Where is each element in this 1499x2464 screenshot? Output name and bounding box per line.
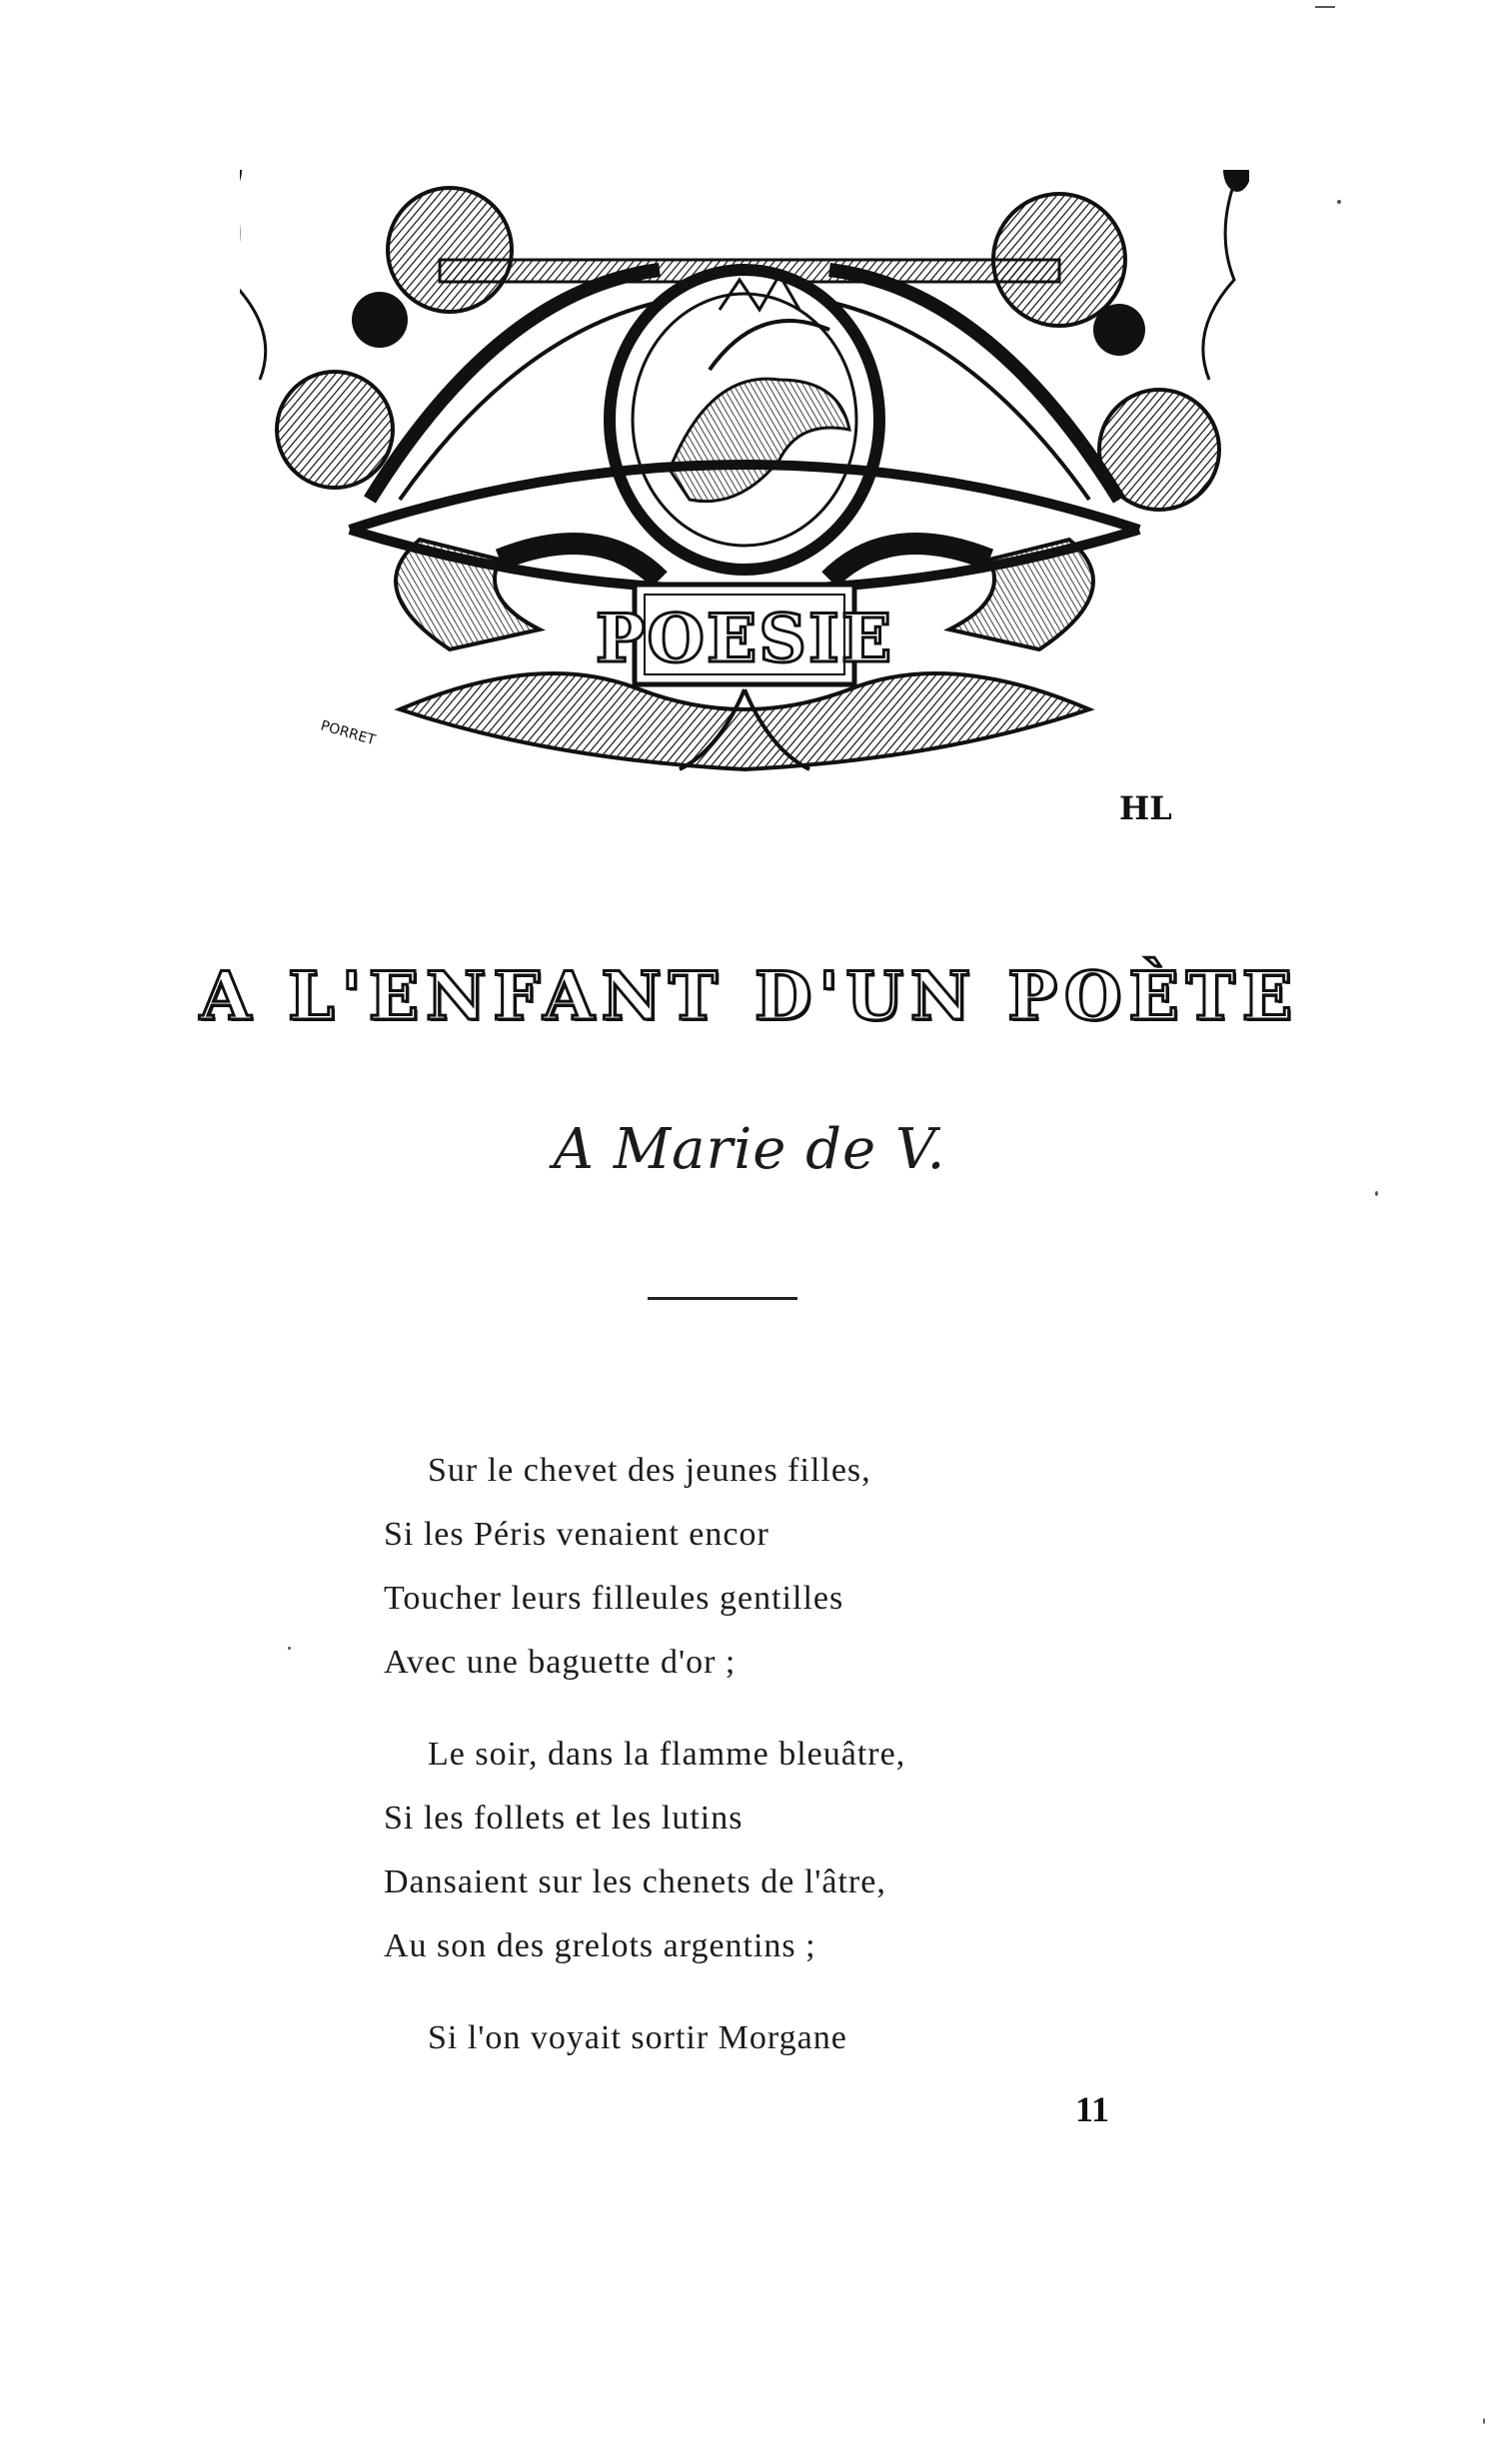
ink-speck <box>1483 2418 1485 2424</box>
poem-title <box>0 957 1499 1035</box>
verse-line: Au son des grelots argentins ; <box>384 1927 816 1964</box>
vignette-banner-text: POESIE <box>595 600 894 677</box>
poem-title-text: A L'ENFANT D'UN POÈTE <box>199 957 1300 1035</box>
poesie-vignette-illustration <box>240 170 1249 849</box>
ink-speck <box>1375 1191 1378 1196</box>
ink-speck <box>1337 200 1341 204</box>
dedication: A Marie de V. <box>553 1117 946 1182</box>
verse-line: Si l'on voyait sortir Morgane <box>428 2019 847 2056</box>
stanza-3 <box>0 2006 1499 2070</box>
section-divider <box>648 1297 797 1300</box>
verse-line: Dansaient sur les chenets de l'âtre, <box>384 1863 886 1900</box>
stanza-2 <box>0 1723 1499 1978</box>
verse-line: Si les Péris venaient encor <box>384 1516 769 1553</box>
verse-line: Avec une baguette d'or ; <box>384 1644 737 1681</box>
stanza-1 <box>0 1439 1499 1695</box>
verse-line: Sur le chevet des jeunes filles, <box>428 1452 871 1489</box>
ink-speck <box>1315 6 1335 8</box>
verse-line: Le soir, dans la flamme bleuâtre, <box>428 1736 906 1773</box>
poem-body <box>0 1439 1499 2098</box>
artist-monogram: HL <box>1119 789 1172 827</box>
page-number: 11 <box>1075 2089 1110 2129</box>
engraver-signature: PORRET <box>318 717 378 749</box>
verse-line: Toucher leurs filleules gentilles <box>384 1580 844 1617</box>
verse-line: Si les follets et les lutins <box>384 1800 744 1837</box>
